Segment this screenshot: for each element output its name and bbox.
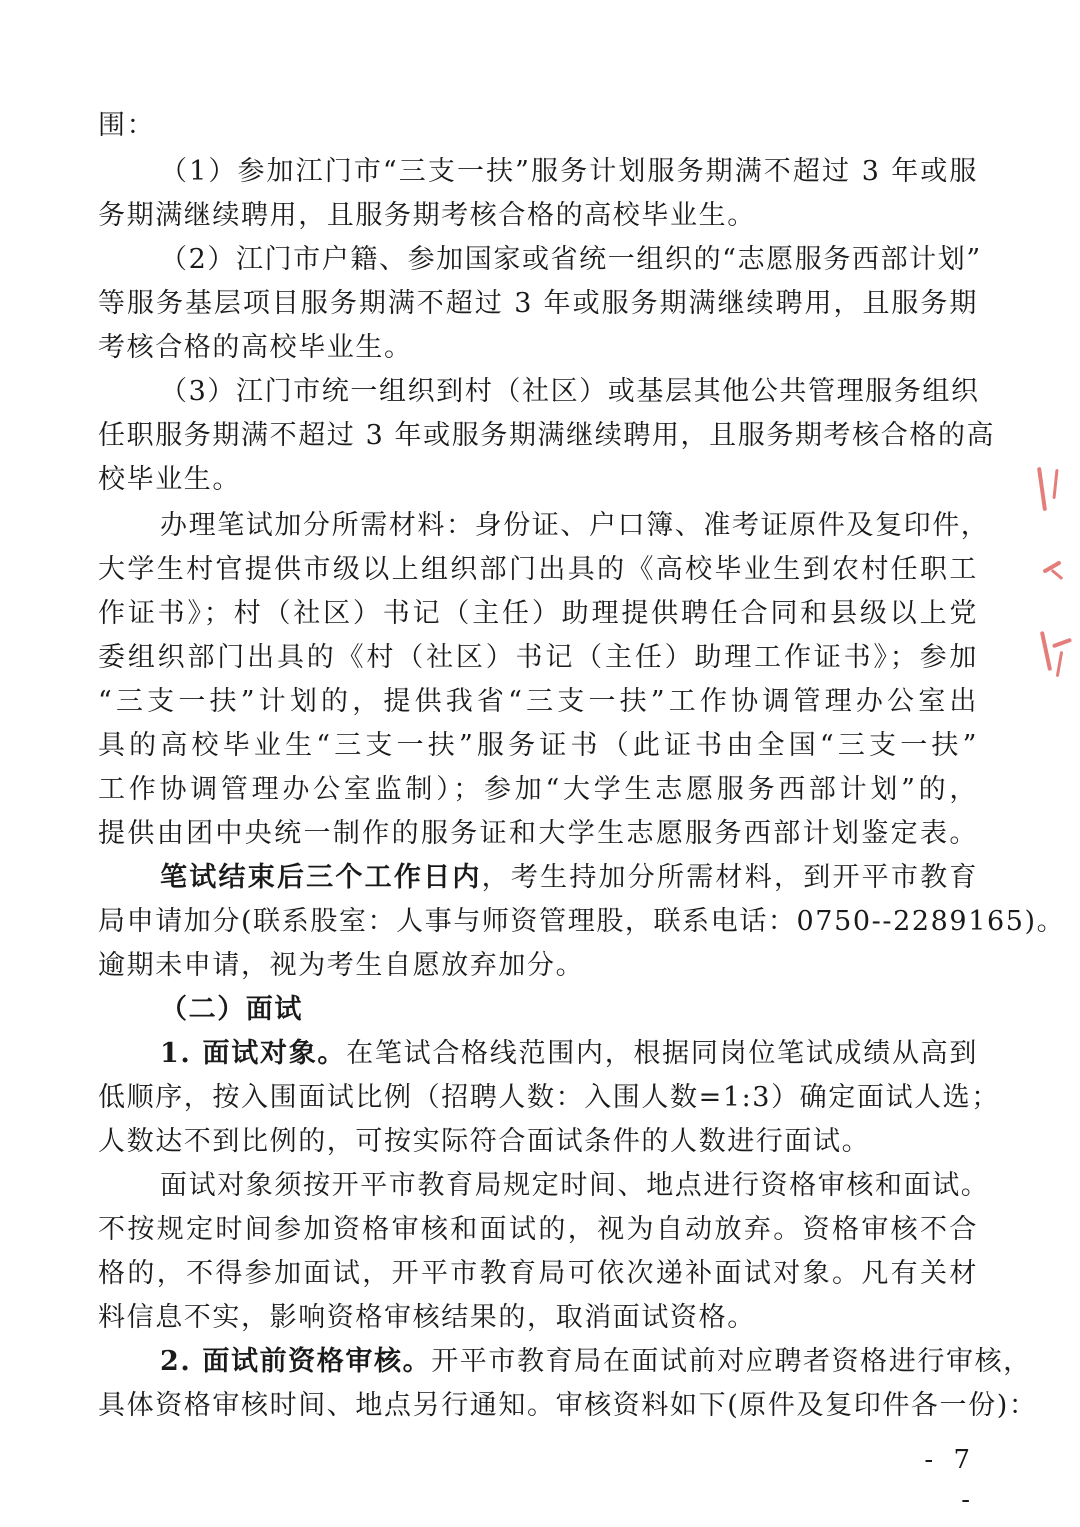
text-line: 2. 面试前资格审核。开平市教育局在面试前对应聘者资格进行审核，	[160, 1346, 1032, 1377]
text-line: 务期满继续聘用，且服务期考核合格的高校毕业生。	[98, 200, 756, 231]
text-line: 提供由团中央统一制作的服务证和大学生志愿服务西部计划鉴定表。	[98, 818, 978, 849]
text-line: 工作协调管理办公室监制）；参加“大学生志愿服务西部计划”的，	[98, 774, 978, 805]
text-line: （3）江门市统一组织到村（社区）或基层其他公共管理服务组织	[160, 376, 980, 407]
text-line: 等服务基层项目服务期满不超过 3 年或服务期满继续聘用，且服务期	[98, 288, 978, 319]
text-line: 大学生村官提供市级以上组织部门出具的《高校毕业生到农村任职工	[98, 554, 978, 585]
bold-lead: 1. 面试对象。	[160, 1038, 347, 1069]
text-line: （1）参加江门市“三支一扶”服务计划服务期满不超过 3 年或服	[160, 156, 978, 187]
text-line: 笔试结束后三个工作日内，考生持加分所需材料，到开平市教育	[160, 862, 978, 893]
text-line: 办理笔试加分所需材料：身份证、户口簿、准考证原件及复印件，	[160, 510, 990, 541]
text-line: 料信息不实，影响资格审核结果的，取消面试资格。	[98, 1302, 756, 1333]
text-line: 具的高校毕业生“三支一扶”服务证书（此证书由全国“三支一扶”	[98, 730, 978, 761]
text-line: 作证书》；村（社区）书记（主任）助理提供聘任合同和县级以上党	[98, 598, 978, 629]
text-line: 校毕业生。	[98, 464, 241, 495]
text-line: 面试对象须按开平市教育局规定时间、地点进行资格审核和面试。	[160, 1170, 990, 1201]
bold-lead: 2. 面试前资格审核。	[160, 1346, 432, 1377]
text-line: 考核合格的高校毕业生。	[98, 332, 413, 363]
text-line: 局申请加分(联系股室：人事与师资管理股，联系电话：0750--2289165)。	[98, 906, 1066, 937]
text-line: 具体资格审核时间、地点另行通知。审核资料如下(原件及复印件各一份)：	[98, 1390, 1038, 1421]
text-line: 逾期未申请，视为考生自愿放弃加分。	[98, 950, 585, 981]
bold-lead: 笔试结束后三个工作日内	[160, 862, 482, 893]
page-number: - 7 -	[924, 1445, 976, 1515]
text-line: “三支一扶”计划的，提供我省“三支一扶”工作协调管理办公室出	[98, 686, 978, 717]
text-line: 不按规定时间参加资格审核和面试的，视为自动放弃。资格审核不合	[98, 1214, 978, 1245]
seal-stamp-icon	[1028, 455, 1080, 715]
text-line: 1. 面试对象。在笔试合格线范围内，根据同岗位笔试成绩从高到	[160, 1038, 979, 1069]
text-line: 任职服务期满不超过 3 年或服务期满继续聘用，且服务期考核合格的高	[98, 420, 996, 451]
text-line: （2）江门市户籍、参加国家或省统一组织的“志愿服务西部计划”	[160, 244, 982, 275]
text-line: 委组织部门出具的《村（社区）书记（主任）助理工作证书》；参加	[98, 642, 978, 673]
section-heading: （二）面试	[160, 994, 303, 1025]
text-line: 格的，不得参加面试，开平市教育局可依次递补面试对象。凡有关材	[98, 1258, 978, 1289]
text-line: 围：	[98, 110, 156, 141]
text-line: 低顺序，按入围面试比例（招聘人数：入围人数=1:3）确定面试人选；	[98, 1082, 1000, 1113]
text-line: 人数达不到比例的，可按实际符合面试条件的人数进行面试。	[98, 1126, 871, 1157]
